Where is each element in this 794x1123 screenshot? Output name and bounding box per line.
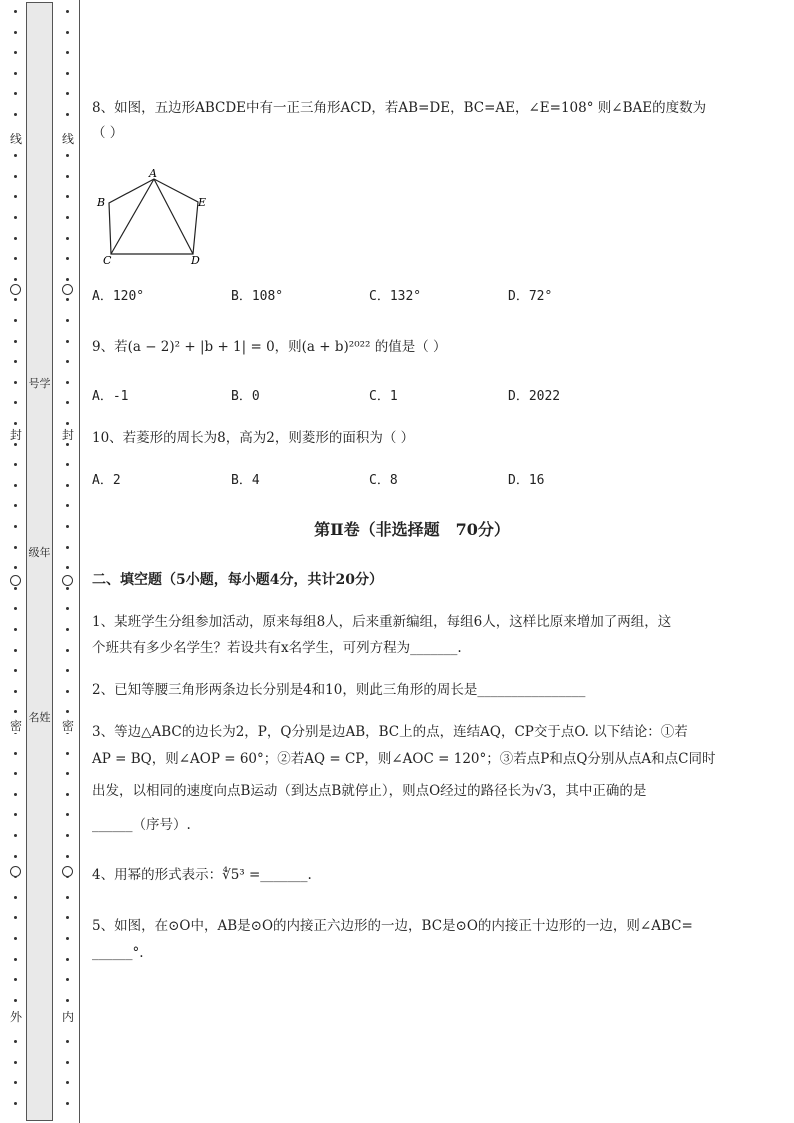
binding-dot [14, 113, 17, 116]
f4-stem: 4、用幂的形式表示：∜5³ =_______. [92, 867, 312, 883]
f3-line3: 出发，以相同的速度向点B运动（到达点B就停止），则点O经过的路径长为√3，其中正确的是 [92, 783, 647, 799]
field-student-number: 号学 [28, 377, 51, 390]
q10-option-d[interactable]: D．16 [508, 473, 545, 488]
binding-dot [66, 72, 69, 75]
binding-dot [14, 1081, 17, 1084]
binding-dot [14, 958, 17, 961]
seal-mark-feng: 封 [61, 428, 74, 442]
seal-mark-wai: 外 [9, 1010, 22, 1024]
binding-dot [66, 1061, 69, 1064]
binding-dot [14, 195, 17, 198]
binding-dot [14, 566, 17, 569]
q8-stem-line2: （ ） [92, 125, 124, 141]
binding-dot [66, 51, 69, 54]
seal-mark-feng: 封 [9, 428, 22, 442]
binding-dot [66, 628, 69, 631]
binding-dot [66, 690, 69, 693]
binding-dot [14, 443, 17, 446]
binding-dot [14, 216, 17, 219]
section-fill-in-title: 二、填空题（5小题，每小题4分，共计20分） [92, 572, 383, 588]
binding-dot [66, 855, 69, 858]
vertex-label-d: D [191, 254, 200, 267]
seal-mark-nei: 内 [61, 1010, 74, 1024]
binding-dot [14, 999, 17, 1002]
binding-dot [66, 319, 69, 322]
binding-dot [14, 834, 17, 837]
seal-circle [10, 284, 21, 295]
binding-dot [14, 690, 17, 693]
binding-dot [14, 1061, 17, 1064]
binding-dot [14, 772, 17, 775]
binding-dot [14, 360, 17, 363]
binding-dot [14, 855, 17, 858]
binding-dot [66, 978, 69, 981]
binding-dot [66, 813, 69, 816]
binding-dot [66, 999, 69, 1002]
field-grade: 级年 [28, 546, 51, 559]
q9-option-d[interactable]: D．2022 [508, 389, 561, 404]
binding-dot [66, 401, 69, 404]
pentagon-outline [109, 179, 198, 254]
seal-mark-mi: 密 [61, 719, 74, 733]
binding-dot [14, 1102, 17, 1105]
binding-dot [14, 978, 17, 981]
binding-dot [14, 896, 17, 899]
binding-dot [66, 278, 69, 281]
binding-margin [0, 0, 84, 1123]
binding-dot [14, 1040, 17, 1043]
q8-option-c[interactable]: C．132° [369, 289, 422, 304]
binding-dot [14, 669, 17, 672]
binding-dot [14, 710, 17, 713]
binding-dot [66, 237, 69, 240]
binding-dot [14, 937, 17, 940]
binding-dot [66, 937, 69, 940]
binding-dot [66, 154, 69, 157]
binding-dot [66, 1040, 69, 1043]
binding-dot [14, 10, 17, 13]
binding-dot [14, 525, 17, 528]
binding-dot [14, 401, 17, 404]
binding-dot [66, 587, 69, 590]
binding-dot [66, 113, 69, 116]
binding-dot [14, 504, 17, 507]
binding-dot [14, 257, 17, 260]
f3-line4: ______（序号）. [92, 817, 191, 833]
inner-dotted-line [62, 4, 74, 1120]
binding-dot [14, 154, 17, 157]
binding-dot [14, 31, 17, 34]
q9-option-c[interactable]: C．1 [369, 389, 398, 404]
binding-dot [14, 649, 17, 652]
binding-dot [14, 237, 17, 240]
binding-dot [14, 463, 17, 466]
binding-dot [66, 92, 69, 95]
binding-dot [66, 607, 69, 610]
binding-dot [66, 1102, 69, 1105]
f3-line2: AP = BQ，则∠AOP = 60°；②若AQ = CP，则∠AOC = 120°；③若点P和点Q分别从点A和点C同时 [92, 751, 716, 767]
q9-option-b[interactable]: B．0 [231, 389, 260, 404]
f1-line1: 1、某班学生分组参加活动，原来每组8人，后来重新编组，每组6人，这样比原来增加了两组，这 [92, 614, 672, 630]
binding-dot [66, 175, 69, 178]
binding-dot [14, 916, 17, 919]
binding-dot [14, 587, 17, 590]
binding-dot [66, 340, 69, 343]
binding-dot [14, 422, 17, 425]
segment-ad [154, 179, 193, 254]
binding-dot [14, 278, 17, 281]
binding-dot [66, 793, 69, 796]
seal-circle [10, 866, 21, 877]
binding-dot [14, 381, 17, 384]
binding-dot [66, 916, 69, 919]
q8-pentagon-figure [92, 166, 212, 268]
binding-dot [66, 195, 69, 198]
seal-circle [62, 284, 73, 295]
binding-dot [14, 175, 17, 178]
binding-dot [66, 10, 69, 13]
q10-stem: 10、若菱形的周长为8，高为2，则菱形的面积为（ ） [92, 430, 415, 446]
binding-dot [66, 422, 69, 425]
info-band [26, 2, 53, 1121]
q8-stem-line1: 8、如图，五边形ABCDE中有一正三角形ACD，若AB=DE，BC=AE，∠E=108° 则∠BAE的度数为 [92, 100, 707, 116]
binding-dot [66, 463, 69, 466]
binding-dot [14, 628, 17, 631]
binding-dot [14, 319, 17, 322]
seal-mark-xian: 线 [61, 132, 74, 146]
binding-dot [66, 443, 69, 446]
seal-circle [62, 575, 73, 586]
q9-stem: 9、若(a − 2)² + |b + 1| = 0，则(a + b)²⁰²² 的值是（ ） [92, 339, 447, 355]
binding-dot [66, 31, 69, 34]
f1-line2: 个班共有多少名学生？若设共有x名学生，可列方程为_______. [92, 640, 462, 656]
binding-dot [66, 772, 69, 775]
seal-mark-xian: 线 [9, 132, 22, 146]
binding-dot [14, 92, 17, 95]
q8-option-a[interactable]: A．120° [92, 289, 145, 304]
binding-dot [66, 360, 69, 363]
binding-line [79, 0, 80, 1123]
binding-dot [14, 340, 17, 343]
binding-dot [14, 813, 17, 816]
binding-dot [14, 752, 17, 755]
binding-dot [66, 216, 69, 219]
binding-dot [66, 669, 69, 672]
binding-dot [14, 51, 17, 54]
f5-line1: 5、如图，在⊙O中，AB是⊙O的内接正六边形的一边，BC是⊙O的内接正十边形的一边，则∠ABC= [92, 918, 693, 934]
binding-dot [14, 298, 17, 301]
f5-line2: ______°. [92, 945, 144, 961]
binding-dot [14, 484, 17, 487]
binding-dot [66, 525, 69, 528]
vertex-label-c: C [103, 254, 112, 267]
binding-dot [66, 298, 69, 301]
f2-stem: 2、已知等腰三角形两条边长分别是4和10，则此三角形的周长是________________ [92, 682, 586, 698]
binding-dot [14, 607, 17, 610]
binding-dot [14, 72, 17, 75]
q8-option-d[interactable]: D．72° [508, 289, 553, 304]
f3-line1: 3、等边△ABC的边长为2，P，Q分别是边AB，BC上的点，连结AQ，CP交于点O. 以下结论：①若 [92, 724, 688, 740]
binding-dot [66, 958, 69, 961]
binding-dot [66, 896, 69, 899]
q10-option-c[interactable]: C．8 [369, 473, 398, 488]
binding-dot [66, 834, 69, 837]
binding-dot [66, 649, 69, 652]
seal-circle [62, 866, 73, 877]
binding-dot [14, 546, 17, 549]
part2-title: 第Ⅱ卷（非选择题 70分） [314, 520, 510, 539]
vertex-label-b: B [97, 196, 106, 209]
binding-dot [66, 752, 69, 755]
binding-dot [66, 504, 69, 507]
binding-dot [66, 381, 69, 384]
q9-option-a[interactable]: A．-1 [92, 389, 129, 404]
binding-dot [66, 566, 69, 569]
binding-dot [14, 793, 17, 796]
q10-option-a[interactable]: A．2 [92, 473, 121, 488]
q10-option-b[interactable]: B．4 [231, 473, 260, 488]
vertex-label-a: A [149, 167, 157, 180]
binding-dot [66, 546, 69, 549]
seal-mark-mi: 密 [9, 719, 22, 733]
binding-dot [66, 484, 69, 487]
binding-dot [66, 710, 69, 713]
vertex-label-e: E [198, 196, 207, 209]
outer-dotted-line [10, 4, 22, 1120]
q8-option-b[interactable]: B．108° [231, 289, 284, 304]
binding-dot [66, 1081, 69, 1084]
binding-dot [66, 257, 69, 260]
seal-circle [10, 575, 21, 586]
field-name: 名姓 [28, 711, 51, 724]
